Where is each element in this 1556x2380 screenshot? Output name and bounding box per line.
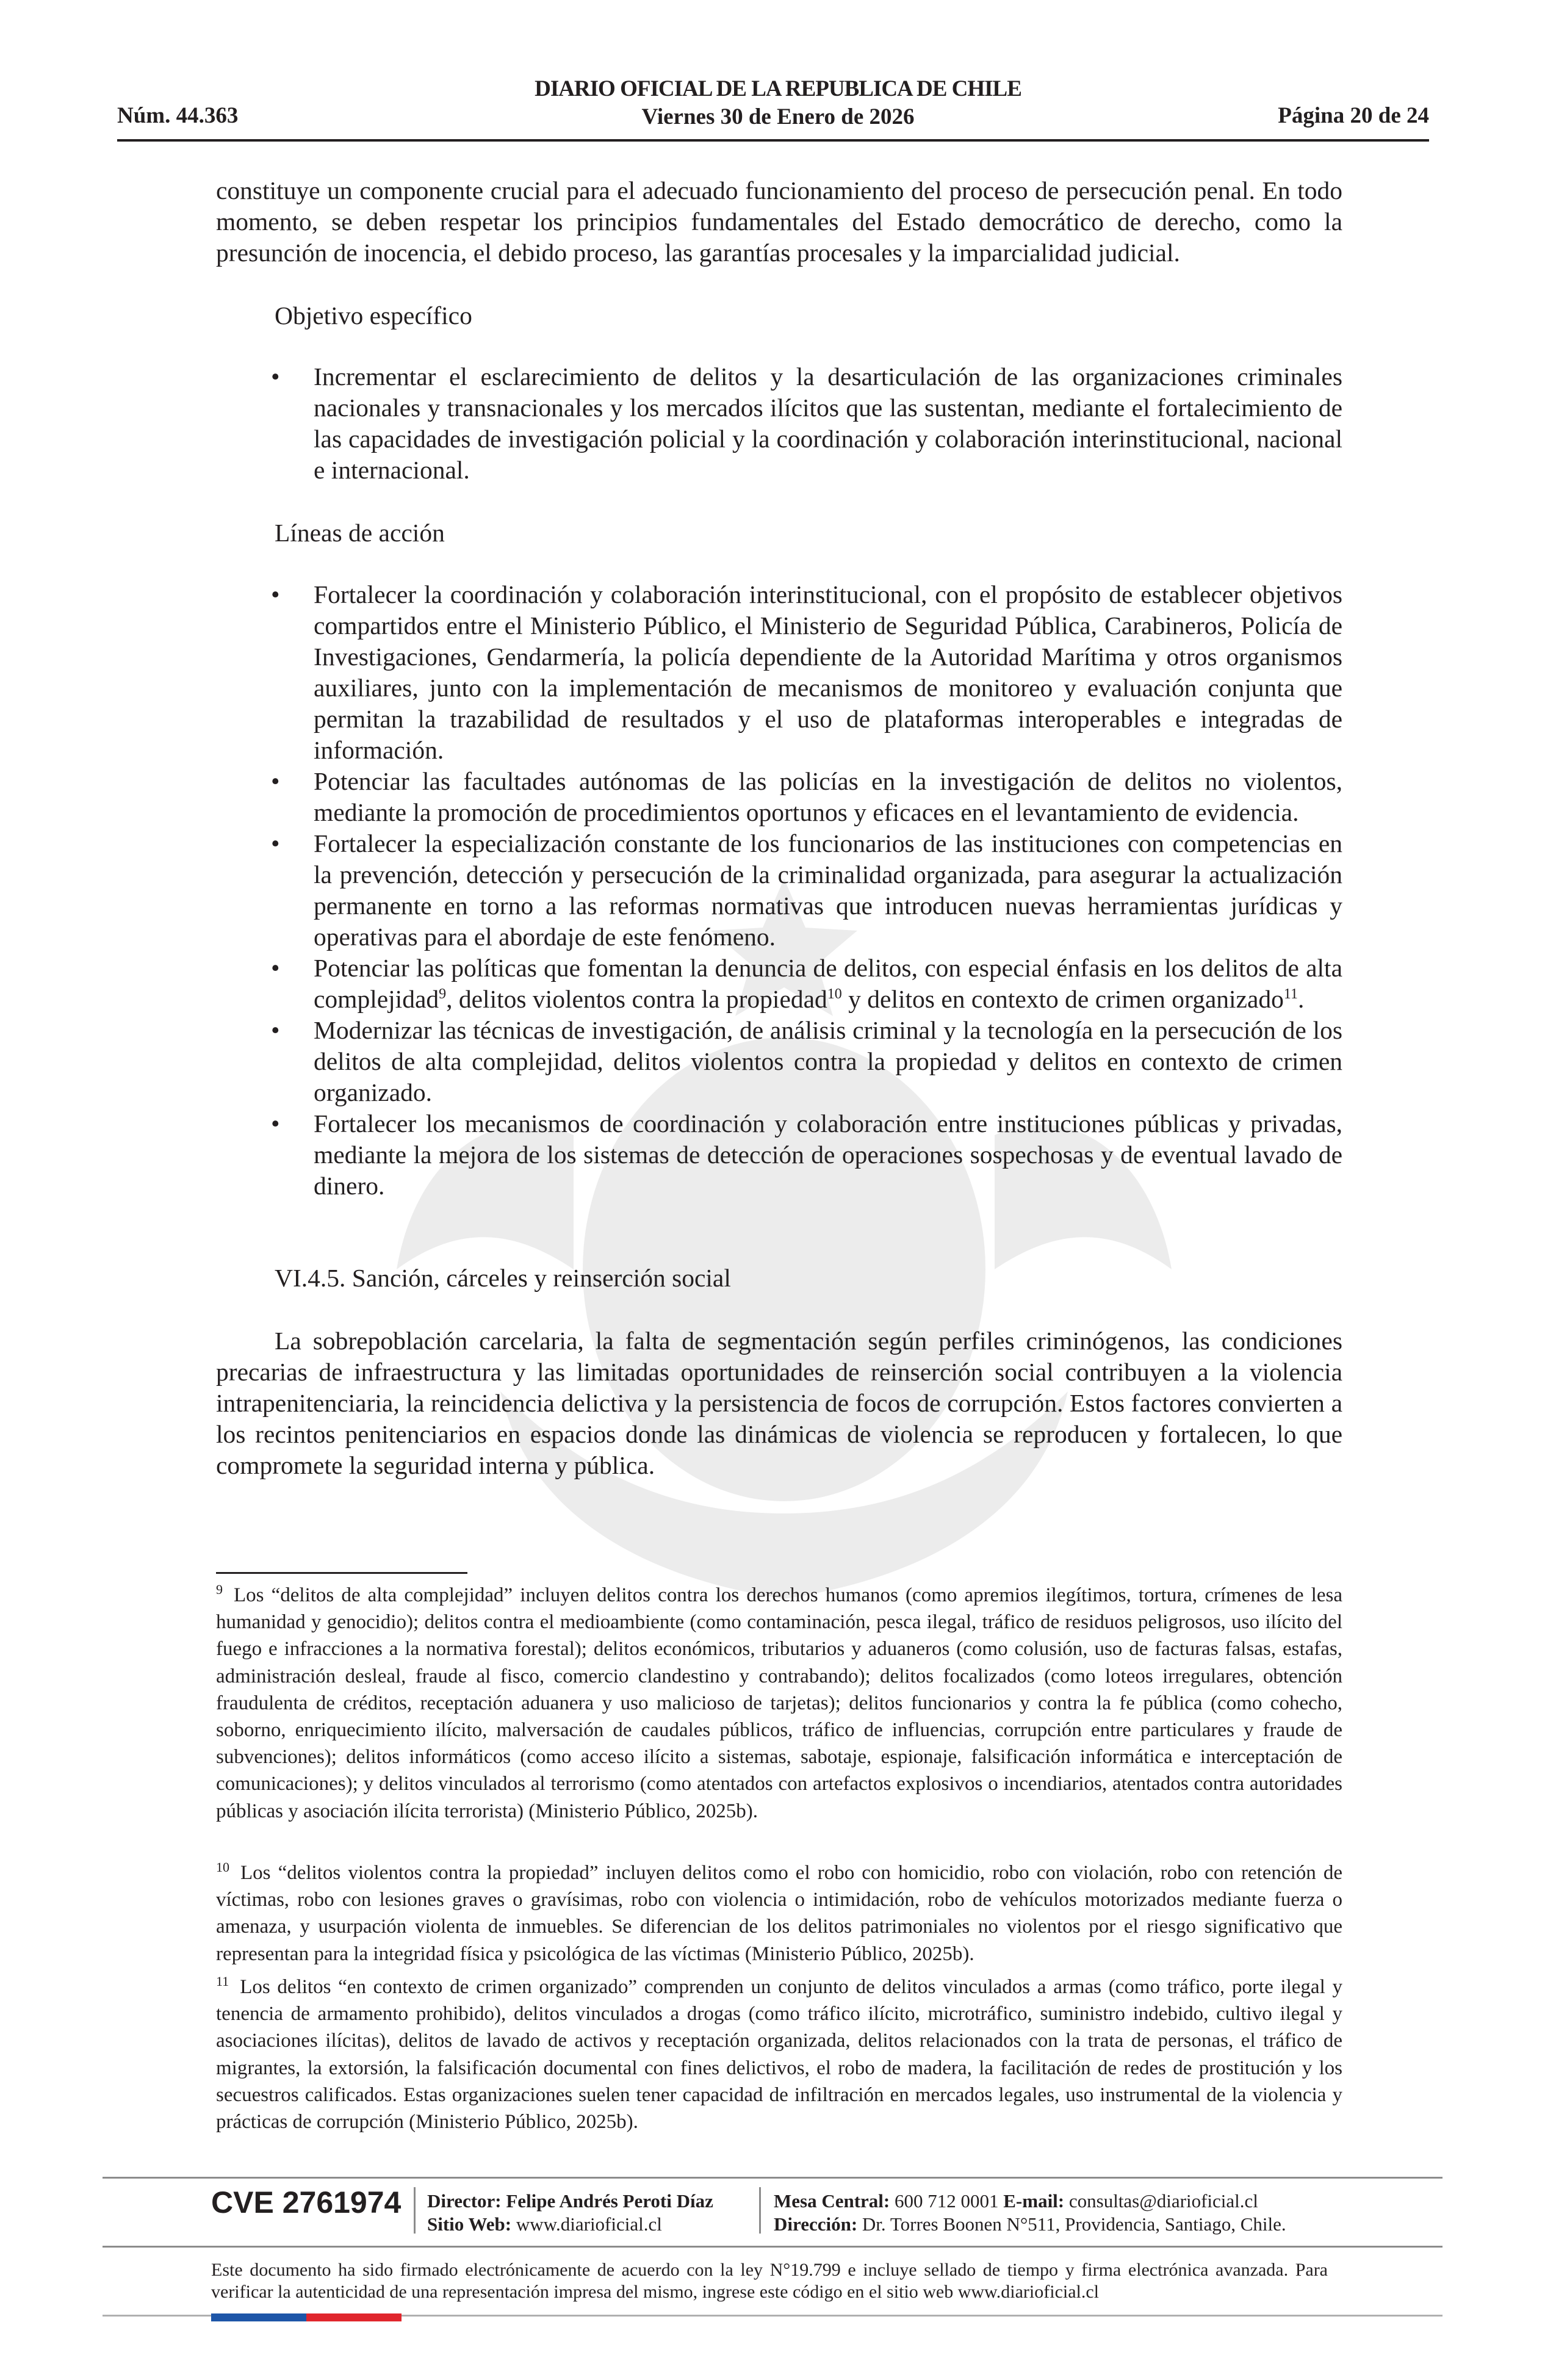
contact-block xyxy=(774,2190,1286,2236)
section-paragraph: La sobrepoblación carcelaria, la falta de segmentación según perfiles criminógenos, las condiciones precarias de infraestructura y las limitadas oportunidades de reinserción social contribuyen a la violencia intrapenitenciaria, la reincidencia delictiva y la persistencia de focos de corrupción. Estos factores convierten a los recintos penitenciarios en espacios donde las dinámicas de violencia se reproducen y fortalecen, lo que compromete la seguridad interna y pública. xyxy=(216,1327,1342,1479)
bullet-icon: • xyxy=(271,580,280,608)
action-text: , delitos violentos contra la propiedad xyxy=(446,985,827,1013)
list-item xyxy=(216,1108,1342,1202)
section-heading: VI.4.5. Sanción, cárceles y reinserción social xyxy=(275,1264,731,1292)
footnote-9 xyxy=(216,1582,1342,1825)
flag-bar-red xyxy=(306,2313,402,2321)
action-text: Potenciar las políticas que fomentan la denuncia de delitos, con especial énfasis en los delitos de alta complejidad xyxy=(314,954,1342,1013)
email-link[interactable]: consultas@diarioficial.cl xyxy=(1068,2190,1258,2212)
footnote-ref[interactable]: 11 xyxy=(1283,986,1298,1003)
footer-divider xyxy=(414,2187,416,2234)
address-value: Dr. Torres Boonen N°511, Providencia, Santiago, Chile. xyxy=(862,2213,1286,2235)
bullet-icon: • xyxy=(271,1109,280,1138)
footnote-ref[interactable]: 9 xyxy=(439,986,447,1003)
action-text: Fortalecer la coordinación y colaboración interinstitucional, con el propósito de establecer objetivos compartidos entre el Ministerio Público, el Ministerio de Seguridad Pública, Carabineros, Policía de Investigaciones, Gendarmería, la policía dependiente de la Autoridad Marítima y otros organismos auxiliares, junto con la implementación de mecanismos de monitoreo y evaluación conjunta que permitan la trazabilidad de resultados y el uso de plataformas interoperables e integradas de información. xyxy=(314,580,1342,764)
action-text: Fortalecer la especialización constante de los funcionarios de las instituciones con competencias en la prevención, detección y persecución de la criminalidad organizada, para asegurar la actualización permanente en torno a las reformas normativas que introducen nuevas herramientas jurídicas y operativas para el abordaje de este fenómeno. xyxy=(314,829,1342,951)
footnote-text: Los “delitos violentos contra la propiedad” incluyen delitos como el robo con homicidio, robo con violación, robo con retención de víctimas, robo con lesiones graves o gravísimas, robo con violencia o intimidación, robo de vehículos motorizados mediante fuerza o amenaza, y usurpación violenta de inmuebles. Se diferencian de los delitos patrimoniales no violentos por el riesgo significativo que representan para la integridad física y psicológica de las víctimas (Ministerio Público, 2025b). xyxy=(216,1862,1342,1965)
director-label: Director: xyxy=(427,2190,502,2212)
signature-notice: Este documento ha sido firmado electrónicamente de acuerdo con la ley N°19.799 e incluye sellado de tiempo y firma electrónica avanzada. Para verificar la autenticidad de una representación impresa del mismo, ingrese este código en el sitio web www.diarioficial.cl xyxy=(211,2260,1328,2302)
footnote-10 xyxy=(216,1859,1342,1967)
director-name: Felipe Andrés Peroti Díaz xyxy=(506,2190,713,2212)
site-label: Sitio Web: xyxy=(427,2213,512,2235)
footnote-11 xyxy=(216,1974,1342,2135)
publication-date: Viernes 30 de Enero de 2026 xyxy=(641,104,915,129)
objective-heading: Objetivo específico xyxy=(275,301,472,330)
list-item xyxy=(216,1015,1342,1108)
page-indicator: Página 20 de 24 xyxy=(1278,103,1429,128)
bullet-icon: • xyxy=(271,767,280,795)
footnote-text: Los “delitos de alta complejidad” incluyen delitos contra los derechos humanos (como apremios ilegítimos, tortura, crímenes de lesa humanidad y genocidio); delitos contra el medioambiente (como contaminación, pesca ilegal, tráfico de residuos peligrosos, uso ilícito del fuego e infracciones a la normativa forestal); delitos económicos, tributarios y aduaneros (como colusión, uso de facturas falsas, estafas, administración desleal, fraude al fisco, comercio clandestino y contrabando); delitos focalizados (como loteos irregulares, obtención fraudulenta de créditos, receptación aduanera y uso malicioso de tarjetas); delitos funcionarios y contra la fe pública (como cohecho, soborno, enriquecimiento ilícito, malversación de caudales públicos, tráfico de influencias, corrupción entre particulares y fraude de subvenciones); delitos informáticos (como acceso ilícito a sistemas, sabotaje, espionaje, falsificación informática e interceptación de comunicaciones); y delitos vinculados al terrorismo (como atentados con artefactos explosivos o incendiarios, atentados contra autoridades públicas y asociación ilícita terrorista) (Ministerio Público, 2025b). xyxy=(216,1584,1342,1822)
action-text: Fortalecer los mecanismos de coordinación y colaboración entre instituciones públicas y privadas, mediante la mejora de los sistemas de detección de operaciones sospechosas y de eventual lavado de dinero. xyxy=(314,1109,1342,1200)
bullet-icon: • xyxy=(271,1016,280,1044)
bullet-icon: • xyxy=(271,954,280,982)
publication-title: DIARIO OFICIAL DE LA REPUBLICA DE CHILE xyxy=(535,76,1021,101)
mesa-phone: 600 712 0001 xyxy=(895,2190,999,2212)
bullet-icon: • xyxy=(271,829,280,857)
objective-text: Incrementar el esclarecimiento de delitos y la desarticulación de las organizaciones criminales nacionales y transnacionales y los mercados ilícitos que las sustentan, mediante el fortalecimiento de las capacidades de investigación policial y la coordinación y colaboración interinstitucional, nacional e internacional. xyxy=(314,362,1342,484)
mesa-label: Mesa Central: xyxy=(774,2190,890,2212)
footer-mid-rule xyxy=(103,2246,1443,2248)
action-text: Modernizar las técnicas de investigación, de análisis criminal y la tecnología en la persecución de los delitos de alta complejidad, delitos violentos contra la propiedad y delitos en contexto de crimen organizado. xyxy=(314,1016,1342,1106)
footnote-text: Los delitos “en contexto de crimen organizado” comprenden un conjunto de delitos vinculados a armas (como tráfico, porte ilegal y tenencia de armamento prohibido), delitos vinculados a drogas (como tráfico ilícito, microtráfico, suministro indebido, cultivo ilegal y asociaciones ilícitas), delitos de lavado de activos y receptación organizada, delitos relacionados con la trata de personas, el tráfico de migrantes, la extorsión, la falsificación documental con fines delictivos, el robo de madera, la facilitación de redes de prostitución y los secuestros calificados. Estas organizaciones suelen tener capacidad de infiltración en mercados legales, uso instrumental de la violencia y prácticas de corrupción (Ministerio Público, 2025b). xyxy=(216,1976,1342,2133)
objective-list xyxy=(216,361,1342,486)
list-item xyxy=(216,579,1342,766)
action-text: y delitos en contexto de crimen organizado xyxy=(841,985,1284,1013)
footnote-mark: 11 xyxy=(216,1974,229,1989)
flag-bar-blue xyxy=(211,2313,306,2321)
action-text: Potenciar las facultades autónomas de las policías en la investigación de delitos no violentos, mediante la promoción de procedimientos oportunos y eficaces en el levantamiento de evidencia. xyxy=(314,767,1342,826)
action-lines-list xyxy=(216,579,1342,1202)
site-link[interactable]: www.diarioficial.cl xyxy=(516,2213,662,2235)
list-item xyxy=(216,828,1342,953)
bullet-icon: • xyxy=(271,362,280,391)
issue-number: Núm. 44.363 xyxy=(117,103,239,128)
email-label: E-mail: xyxy=(1003,2190,1065,2212)
intro-paragraph: constituye un componente crucial para el adecuado funcionamiento del proceso de persecución penal. En todo momento, se deben respetar los principios fundamentales del Estado democrático de derecho, como la presunción de inocencia, el debido proceso, las garantías procesales y la imparcialidad judicial. xyxy=(216,176,1342,267)
footnote-separator xyxy=(216,1572,467,1574)
footer-top-rule xyxy=(103,2177,1443,2179)
footnote-mark: 10 xyxy=(216,1859,229,1875)
address-label: Dirección: xyxy=(774,2213,858,2235)
list-item xyxy=(216,953,1342,1015)
director-block xyxy=(427,2190,713,2236)
header-rule xyxy=(117,139,1429,142)
list-item xyxy=(216,766,1342,828)
cve-code: CVE 2761974 xyxy=(211,2185,402,2220)
action-text: . xyxy=(1298,985,1305,1013)
footnote-mark: 9 xyxy=(216,1582,223,1597)
list-item xyxy=(216,361,1342,486)
action-lines-heading: Líneas de acción xyxy=(275,519,445,547)
footer-divider xyxy=(759,2187,761,2234)
footnote-ref[interactable]: 10 xyxy=(827,986,842,1003)
